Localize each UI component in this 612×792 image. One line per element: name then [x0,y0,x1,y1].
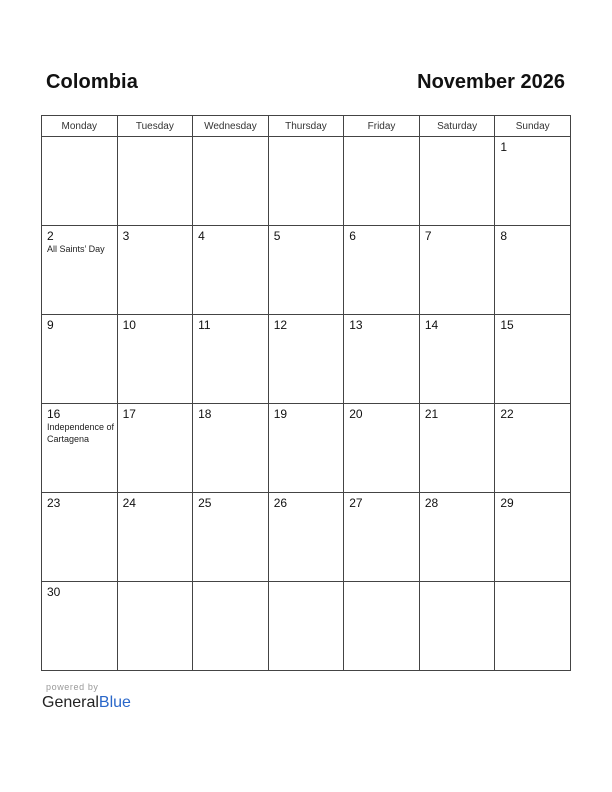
day-cell [193,493,269,582]
day-cell [344,137,420,226]
day-number: 20 [349,407,363,421]
day-number: 14 [424,318,439,332]
day-cell [117,404,193,493]
day-number [269,582,344,585]
brand-blue-text: Blue [98,694,131,711]
day-number: 10 [122,318,136,332]
country-title: Colombia [46,71,138,93]
day-cell [42,404,118,493]
weekday-saturday: Saturday [419,116,495,137]
day-number: 28 [424,496,439,510]
day-cell [419,137,495,226]
day-cell [193,315,269,404]
day-number [344,582,419,585]
day-number: 6 [349,229,356,243]
day-cell [193,582,269,671]
week-row-6 [42,582,571,671]
day-cell [268,137,344,226]
day-number: 30 [47,585,61,599]
day-number [118,582,193,585]
day-cell [268,315,344,404]
day-number: 29 [500,496,514,510]
day-cell [193,137,269,226]
day-number: 13 [349,318,363,332]
day-cell [344,493,420,582]
weekday-tuesday: Tuesday [117,116,193,137]
day-cell [117,493,193,582]
day-cell [419,493,495,582]
day-number [420,582,495,585]
day-cell [344,404,420,493]
day-number [495,582,570,585]
week-row-5 [42,493,571,582]
day-number [344,137,419,140]
day-number: 25 [198,496,212,510]
day-cell [268,226,344,315]
day-number: 24 [122,496,136,510]
holiday-label: All Saints’ Day [47,244,105,254]
week-row-1 [42,137,571,226]
day-cell [344,582,420,671]
day-number [269,137,344,140]
day-cell [495,226,571,315]
day-cell [495,582,571,671]
day-cell [495,315,571,404]
powered-by-text: powered by [46,682,99,692]
day-cell [193,226,269,315]
day-cell [495,493,571,582]
day-cell [42,582,118,671]
day-cell [42,315,118,404]
day-cell [495,404,571,493]
day-cell [344,226,420,315]
day-cell [268,493,344,582]
day-number: 4 [198,229,205,243]
generalblue-logo[interactable] [42,694,131,712]
day-cell [344,315,420,404]
day-cell [193,404,269,493]
day-number: 9 [47,318,54,332]
weekday-friday: Friday [344,116,420,137]
week-row-4 [42,404,571,493]
day-number [420,137,495,140]
week-row-2 [42,226,571,315]
day-number: 27 [349,496,363,510]
day-number: 21 [424,407,439,421]
week-row-3 [42,315,571,404]
day-number [193,582,268,585]
day-number: 5 [273,229,281,243]
day-number [42,137,117,140]
day-number: 11 [198,318,211,332]
day-number: 7 [424,229,432,243]
day-number [118,137,193,140]
day-cell [42,226,118,315]
day-cell [419,404,495,493]
day-cell [495,137,571,226]
day-number [193,137,268,140]
day-cell [117,315,193,404]
day-number: 22 [500,407,514,421]
brand-general-text: General [42,694,99,711]
weekday-thursday: Thursday [268,116,344,137]
day-cell [117,226,193,315]
day-cell [42,493,118,582]
day-cell [42,137,118,226]
calendar-grid [41,115,571,671]
day-cell [419,582,495,671]
day-number: 8 [500,229,508,243]
day-number: 3 [122,229,130,243]
day-number: 26 [273,496,288,510]
day-number: 18 [198,407,212,421]
weekday-wednesday: Wednesday [193,116,269,137]
month-title: November 2026 [417,71,565,93]
day-cell [268,582,344,671]
day-number: 12 [273,318,288,332]
day-cell [268,404,344,493]
day-number: 2 [47,229,54,243]
day-cell [117,582,193,671]
day-number: 19 [273,407,288,421]
day-number: 15 [500,318,514,332]
day-number: 23 [47,496,61,510]
weekday-sunday: Sunday [495,116,571,137]
day-number: 1 [500,140,508,154]
weekday-header-row [42,116,571,137]
day-cell [117,137,193,226]
day-number: 17 [122,407,136,421]
day-cell [419,315,495,404]
holiday-label: Independence of Cartagena [47,422,115,444]
weekday-monday: Monday [42,116,118,137]
day-number: 16 [47,407,61,421]
day-cell [419,226,495,315]
